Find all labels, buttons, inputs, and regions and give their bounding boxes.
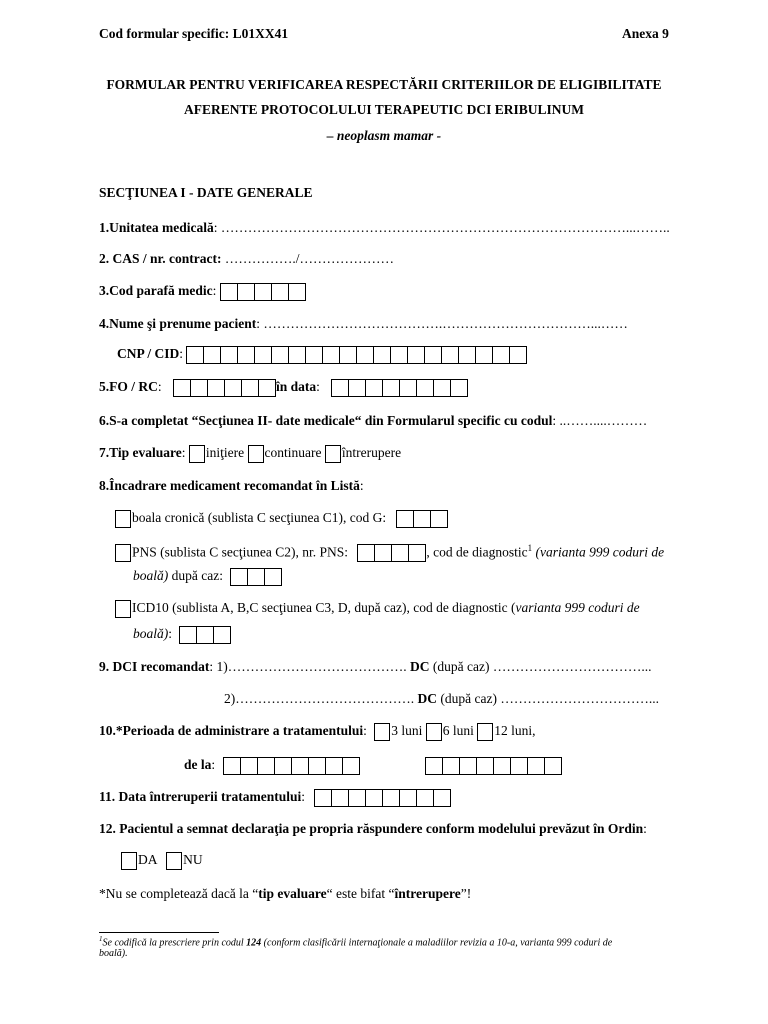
- option-label: 12 luni,: [494, 723, 536, 739]
- checkbox-nu[interactable]: [166, 852, 182, 870]
- field-label: 11. Data întreruperii tratamentului: [99, 789, 302, 805]
- field-fo-rc: [99, 379, 468, 397]
- option-boala-cronica: [115, 510, 448, 528]
- field-label: 5.FO / RC: [99, 379, 158, 395]
- dc-label: DC: [417, 691, 437, 706]
- option-icd10-cont: [133, 626, 231, 644]
- option-label: DA: [138, 852, 157, 868]
- field-label: CNP / CID: [117, 346, 180, 362]
- option-text: , cod de diagnostic: [426, 544, 528, 560]
- footnote-cont: boală).: [99, 948, 128, 959]
- field-dci-1: [99, 659, 651, 675]
- checkbox-intrerupere[interactable]: [325, 445, 341, 463]
- field-de-la: [184, 757, 562, 775]
- option-label: continuare: [264, 445, 322, 461]
- field-cod-parafa: [99, 283, 306, 301]
- field-label: 8.Încadrare medicament recomandat în Listă: [99, 478, 360, 493]
- icd10-boxes[interactable]: [179, 626, 231, 644]
- option-label: iniţiere: [205, 445, 245, 461]
- note-text: ”!: [460, 886, 472, 901]
- dotted-line[interactable]: : ………………………………….……………………………...……: [256, 316, 628, 331]
- footnote-separator: [99, 932, 219, 933]
- checkbox-continuare[interactable]: [248, 445, 264, 463]
- option-text: varianta 999 coduri de: [515, 600, 640, 616]
- field-dci-2: [224, 691, 659, 707]
- cnp-boxes[interactable]: [186, 346, 527, 364]
- field-cas-contract: [99, 251, 394, 267]
- option-label: NU: [183, 852, 203, 868]
- date-boxes[interactable]: [331, 379, 468, 397]
- footnote-code: 124: [246, 937, 262, 949]
- option-text: :: [168, 626, 173, 642]
- checkbox-12-luni[interactable]: [477, 723, 493, 741]
- dotted-line[interactable]: : 1)………………………………….: [209, 659, 407, 674]
- date-label: în data: [276, 379, 317, 395]
- checkbox-da[interactable]: [121, 852, 137, 870]
- option-pns-cont: [133, 568, 282, 586]
- dotted-line[interactable]: (după caz) ……………………………...: [429, 659, 652, 674]
- field-perioada: [99, 723, 536, 741]
- dotted-line[interactable]: (după caz) ……………………………...: [437, 691, 659, 706]
- field-label: 2. CAS / nr. contract:: [99, 251, 222, 266]
- annex-label: Anexa 9: [622, 26, 669, 41]
- cod-parafa-boxes[interactable]: [220, 283, 306, 301]
- option-label: boala cronică (sublista C secţiunea C1), cod G:: [132, 510, 387, 526]
- dotted-line[interactable]: : ..……....………: [552, 413, 648, 428]
- field-label: 10.*Perioada de administrare a tratamentului: [99, 723, 364, 739]
- start-date-boxes[interactable]: [223, 757, 360, 775]
- fo-rc-boxes[interactable]: [173, 379, 276, 397]
- dotted-line[interactable]: ……………./…………………: [221, 251, 395, 266]
- field-colon: :: [359, 478, 364, 493]
- field-colon: :: [212, 283, 217, 299]
- dotted-line[interactable]: 2)………………………………….: [224, 691, 415, 706]
- note-text: “ este bifat “: [326, 886, 395, 901]
- option-label: întrerupere: [341, 445, 402, 461]
- option-label: 6 luni: [442, 723, 474, 739]
- option-icd10: [115, 600, 640, 618]
- note-text: *Nu se completează dacă la “: [99, 886, 259, 901]
- field-label: 3.Cod parafă medic: [99, 283, 213, 299]
- title-line-1: FORMULAR PENTRU VERIFICAREA RESPECTĂRII CRITERIILOR DE ELIGIBILITATE: [106, 77, 662, 92]
- footnote-ref: 1: [527, 543, 533, 553]
- note: [99, 886, 471, 902]
- checkbox-3-luni[interactable]: [374, 723, 390, 741]
- field-label: 9. DCI recomandat: [99, 659, 210, 674]
- option-text: boală): [133, 568, 169, 584]
- section-heading: SECŢIUNEA I - DATE GENERALE: [99, 185, 313, 200]
- field-colon: :: [363, 723, 367, 739]
- field-label: 6.S-a completat “Secţiunea II- date medicale“ din Formularul specific cu codul: [99, 413, 553, 428]
- note-text: întrerupere: [394, 886, 461, 901]
- option-text: (varianta 999 coduri de: [535, 544, 665, 560]
- checkbox-pns[interactable]: [115, 544, 131, 562]
- field-label: 12. Pacientul a semnat declaraţia pe propria răspundere conform modelului prevăzut în Ordin: [99, 821, 644, 836]
- option-label: 3 luni: [391, 723, 423, 739]
- title-line-3: – neoplasm mamar -: [326, 128, 442, 143]
- checkbox-6-luni[interactable]: [426, 723, 442, 741]
- note-text: tip evaluare: [258, 886, 327, 901]
- field-declaratie: [99, 821, 647, 837]
- option-pns: [115, 543, 664, 562]
- field-unitatea-medicala: [99, 220, 670, 236]
- field-colon: :: [643, 821, 647, 836]
- field-colon: :: [181, 445, 186, 461]
- footnote-number: 1: [99, 935, 103, 943]
- dotted-line[interactable]: : ………………………………………………………………………………...……..: [213, 220, 670, 235]
- declaratie-options: [121, 852, 203, 870]
- form-code: Cod formular specific: L01XX41: [99, 26, 289, 41]
- field-label: 7.Tip evaluare: [99, 445, 182, 461]
- field-incadrare: [99, 478, 364, 494]
- dc-label: DC: [410, 659, 430, 674]
- pns-boxes[interactable]: [357, 544, 426, 562]
- field-label: 1.Unitatea medicală: [99, 220, 214, 235]
- footnote-text: (conform clasificării internaţionale a maladiilor revizia a 10-a, varianta 999 coduri de: [261, 937, 613, 949]
- option-label: ICD10 (sublista A, B,C secţiunea C3, D, după caz), cod de diagnostic (: [132, 600, 516, 616]
- footnote: [99, 935, 612, 948]
- field-tip-evaluare: [99, 445, 401, 463]
- field-colon: :: [179, 346, 184, 362]
- checkbox-icd10[interactable]: [115, 600, 131, 618]
- option-text: boală): [133, 626, 169, 642]
- field-label: de la: [184, 757, 212, 773]
- field-colon: :: [316, 379, 320, 395]
- field-colon: :: [157, 379, 162, 395]
- checkbox-boala-cronica[interactable]: [115, 510, 131, 528]
- field-sectiunea-ii: [99, 413, 647, 429]
- checkbox-initiere[interactable]: [189, 445, 205, 463]
- field-data-intreruperii: [99, 789, 451, 807]
- field-colon: :: [301, 789, 305, 805]
- title-line-2: AFERENTE PROTOCOLULUI TERAPEUTIC DCI ERIBULINUM: [183, 102, 585, 117]
- option-label: PNS (sublista C secţiunea C2), nr. PNS:: [132, 544, 349, 560]
- cod-g-boxes[interactable]: [396, 510, 448, 528]
- footnote-text: Se codifică la prescriere prin codul: [102, 937, 247, 949]
- option-text: după caz:: [168, 568, 223, 584]
- field-label: 4.Nume şi prenume pacient: [99, 316, 257, 331]
- field-cnp: [117, 346, 527, 364]
- field-nume-pacient: [99, 316, 628, 332]
- field-colon: :: [211, 757, 216, 773]
- intrerupere-date-boxes[interactable]: [314, 789, 451, 807]
- end-date-boxes[interactable]: [425, 757, 562, 775]
- diag-boxes[interactable]: [230, 568, 282, 586]
